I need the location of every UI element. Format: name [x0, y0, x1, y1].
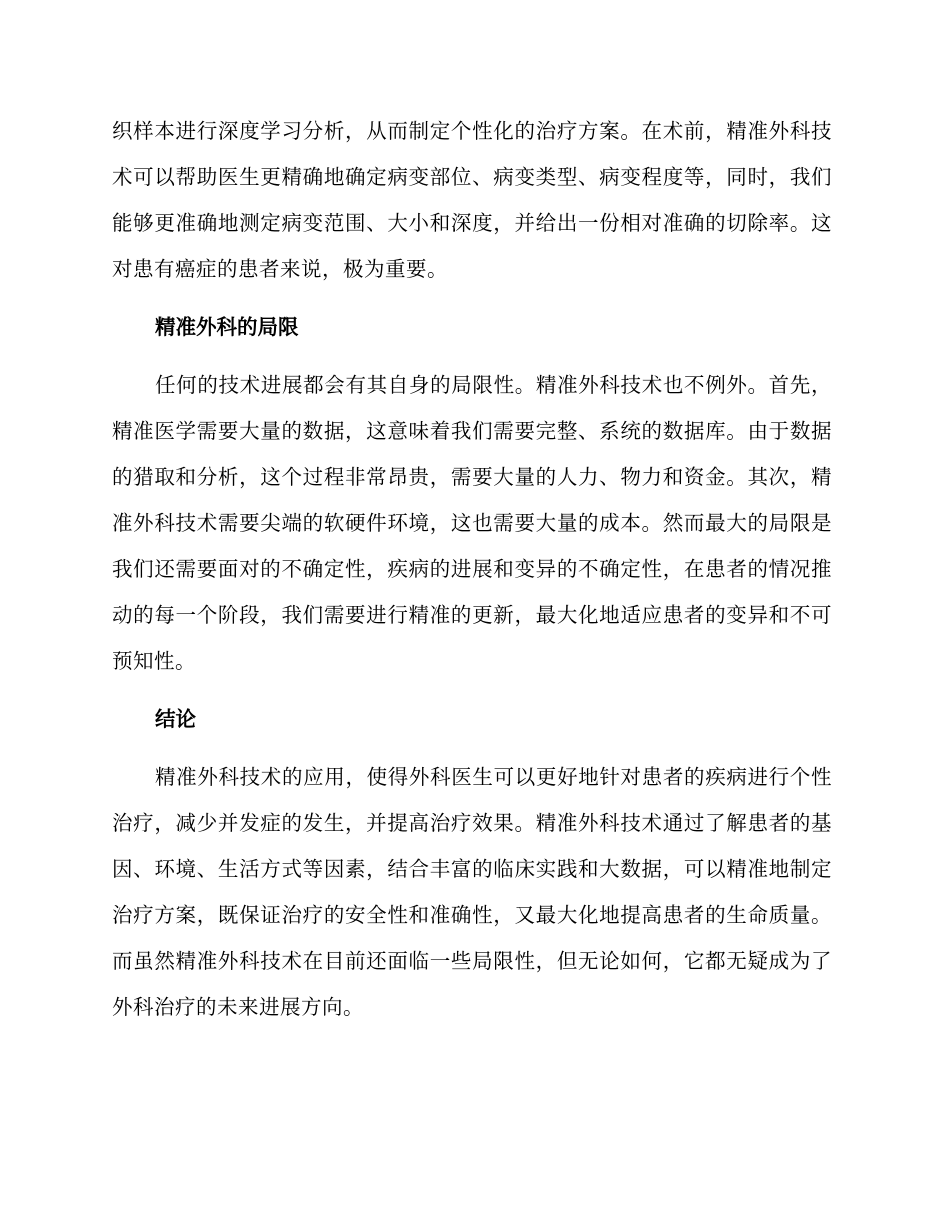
conclusion-paragraph: 精准外科技术的应用，使得外科医生可以更好地针对患者的疾病进行个性治疗，减少并发症的发生，并提高治疗效果。精准外科技术通过了解患者的基因、环境、生活方式等因素，结合丰富的临床实践和大数据，可以精准地制定治疗方案，既保证治疗的安全性和准确性，又最大化地提高患者的生命质量。而虽然精准外科技术在目前还面临一些局限性，但无论如何，它都无疑成为了外科治疗的未来进展方向。 — [112, 765, 832, 1019]
document-page — [112, 108, 832, 1030]
conclusion-heading: 结论 — [155, 707, 196, 731]
limitations-heading: 精准外科的局限 — [155, 315, 299, 339]
intro-paragraph: 织样本进行深度学习分析，从而制定个性化的治疗方案。在术前，精准外科技术可以帮助医生更精确地确定病变部位、病变类型、病变程度等，同时，我们能够更准确地测定病变范围、大小和深度，并给出一份相对准确的切除率。这对患有癌症的患者来说，极为重要。 — [112, 119, 832, 281]
limitations-paragraph: 任何的技术进展都会有其自身的局限性。精准外科技术也不例外。首先，精准医学需要大量的数据，这意味着我们需要完整、系统的数据库。由于数据的猎取和分析，这个过程非常昂贵，需要大量的人力、物力和资金。其次，精准外科技术需要尖端的软硬件环境，这也需要大量的成本。然而最大的局限是我们还需要面对的不确定性，疾病的进展和变异的不确定性，在患者的情况推动的每一个阶段，我们需要进行精准的更新，最大化地适应患者的变异和不可预知性。 — [112, 373, 832, 673]
